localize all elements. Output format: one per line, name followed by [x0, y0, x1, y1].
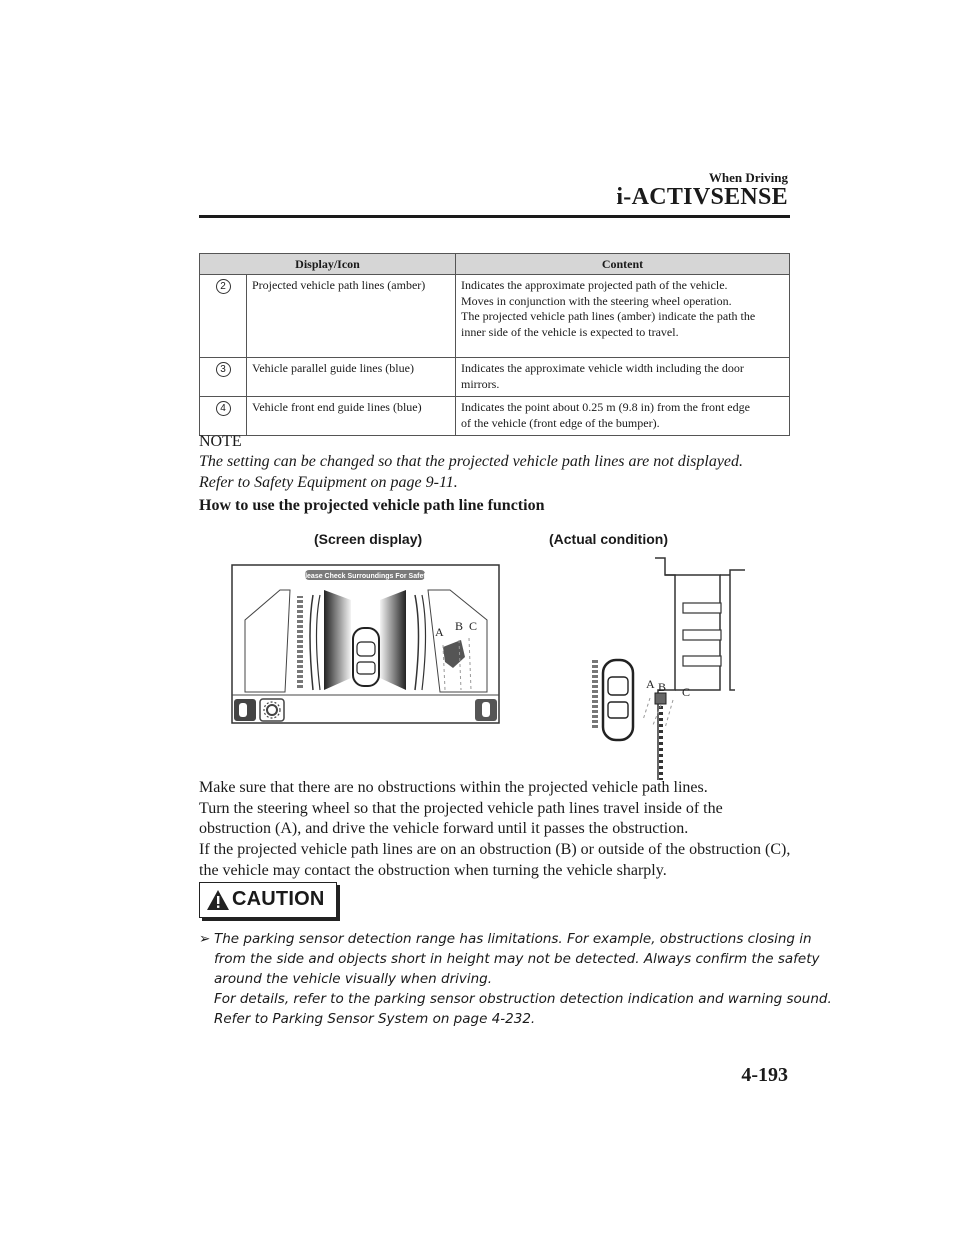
arrow-bullet-icon: ➢	[199, 931, 211, 947]
parking-sensor-icon	[475, 699, 497, 721]
actual-condition-panel	[592, 558, 745, 780]
obstruction-actual	[655, 693, 666, 704]
marker-b-actual: B	[658, 680, 667, 694]
body-text: If the projected vehicle path lines are on an obstruction (B) or outside of the obstruction (C),	[199, 841, 791, 858]
column-header-display: Display/Icon	[200, 254, 456, 275]
safety-banner-text: Please Check Surroundings For Safety	[300, 573, 430, 580]
left-wall-shade	[324, 590, 351, 690]
curb-outline	[655, 558, 675, 780]
header-divider	[199, 215, 790, 218]
path-line-illustration	[225, 550, 785, 780]
body-text: obstruction (A), and drive the vehicle forward until it passes the obstruction.	[199, 820, 689, 837]
left-guide-line	[297, 596, 303, 690]
warning-triangle-icon	[206, 889, 230, 911]
caution-reference: Refer to Parking Sensor System on page 4-232.	[214, 1011, 536, 1027]
caution-label: CAUTION	[232, 888, 325, 910]
caution-body	[199, 929, 832, 1029]
page-number: 4-193	[741, 1064, 788, 1086]
display-cell: Vehicle front end guide lines (blue)	[247, 397, 456, 436]
caution-line: from the side and objects short in height may not be detected. Always confirm the safety	[214, 951, 820, 967]
bollard	[683, 630, 721, 640]
screen-display-label: (Screen display)	[314, 531, 423, 547]
note-reference: Refer to Safety Equipment on page 9-11.	[199, 474, 458, 491]
car-top-view	[353, 628, 379, 686]
car-actual-view	[603, 660, 633, 740]
section-label: When Driving	[708, 170, 788, 185]
right-wall-shade	[380, 590, 406, 690]
caution-banner	[199, 882, 337, 918]
bollard	[683, 656, 721, 666]
marker-b-screen: B	[455, 619, 464, 633]
body-text: Make sure that there are no obstructions within the projected vehicle path lines.	[199, 779, 708, 796]
content-cell: Indicates the approximate vehicle width including the door mirrors.	[456, 358, 790, 397]
caution-line: around the vehicle visually when driving.	[214, 971, 493, 987]
note-text: The setting can be changed so that the projected vehicle path lines are not displayed.	[199, 453, 744, 470]
note-heading: NOTE	[199, 433, 242, 450]
display-cell: Vehicle parallel guide lines (blue)	[247, 358, 456, 397]
settings-gear-icon	[260, 699, 284, 721]
actual-condition-label: (Actual condition)	[549, 531, 668, 547]
marker-c-actual: C	[682, 685, 691, 699]
marker-a-screen: A	[435, 625, 444, 639]
body-text: the vehicle may contact the obstruction when turning the vehicle sharply.	[199, 862, 667, 879]
column-header-content: Content	[456, 254, 790, 275]
display-cell: Projected vehicle path lines (amber)	[247, 275, 456, 358]
item-number-badge: 2	[216, 279, 231, 294]
actual-guide-line	[592, 658, 598, 728]
chapter-title: i-ACTIVSENSE	[616, 184, 788, 210]
display-icon-table	[199, 253, 790, 436]
bollard	[683, 603, 721, 613]
table-row	[200, 397, 790, 436]
content-cell: Indicates the point about 0.25 m (9.8 in) from the front edge of the vehicle (front edge of the bumper).	[456, 397, 790, 436]
marker-c-screen: C	[469, 619, 478, 633]
caution-line: For details, refer to the parking sensor obstruction detection indication and warning sound.	[214, 991, 832, 1007]
section-subheading: How to use the projected vehicle path line function	[199, 497, 545, 514]
item-number-badge: 3	[216, 362, 231, 377]
table-row	[200, 275, 790, 358]
content-cell: Indicates the approximate projected path of the vehicle. Moves in conjunction with the steering wheel operation. The projected vehicle path lines (amber) indicate the path the inner side of the vehicle is expected to travel.	[456, 275, 790, 358]
camera-view-icon	[234, 699, 256, 721]
caution-line: The parking sensor detection range has limitations. For example, obstructions closing in	[214, 931, 812, 947]
marker-a-actual: A	[646, 677, 655, 691]
table-header-row	[200, 254, 790, 275]
screen-display-panel	[232, 565, 499, 723]
item-number-badge: 4	[216, 401, 231, 416]
table-row	[200, 358, 790, 397]
body-text: Turn the steering wheel so that the projected vehicle path lines travel inside of the	[199, 800, 723, 817]
